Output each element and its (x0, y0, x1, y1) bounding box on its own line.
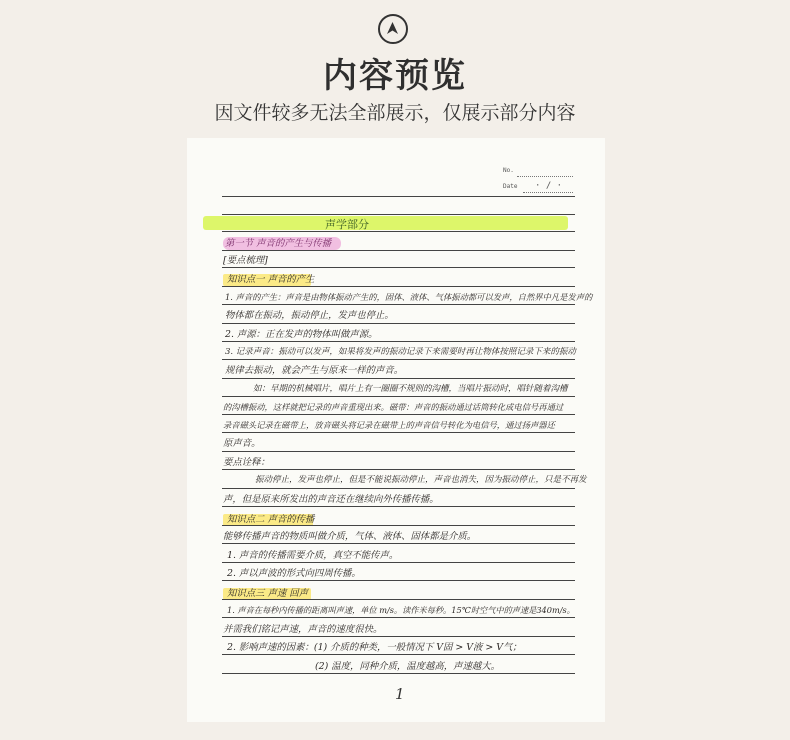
kp1-title: 知识点一 声音的产生 (227, 274, 315, 285)
text-line: 能够传播声音的物质叫做介质，气体、液体、固体都是介质。 (223, 531, 477, 542)
ruled-line (222, 196, 575, 197)
ruled-line (222, 469, 575, 470)
ruled-line (222, 543, 575, 544)
date-line (523, 192, 573, 193)
page-subtitle: 因文件较多无法全部展示，仅展示部分内容 (214, 102, 576, 124)
ruled-line (222, 636, 575, 637)
ruled-line (222, 451, 575, 452)
ruled-line (222, 673, 575, 674)
ruled-line (222, 286, 575, 287)
text-line: 原声音。 (223, 438, 261, 449)
ruled-line (222, 617, 575, 618)
text-line: 录音磁头记录在磁带上，放音磁头将记录在磁带上的声音信号转化为电信号，通过扬声器还 (223, 420, 555, 430)
ruled-line (222, 580, 575, 581)
ruled-line (222, 378, 575, 379)
kp2-title: 知识点二 声音的传播 (227, 514, 315, 525)
text-line: 2. 声以声波的形式向四周传播。 (227, 568, 361, 579)
text-line: 3. 记录声音：振动可以发声，如果将发声的振动记录下来需要时再让物体按照记录下来的振动 (225, 347, 576, 357)
text-line: (2) 温度，同种介质，温度越高，声速越大。 (315, 661, 501, 672)
text-line: 振动停止，发声也停止，但是不能说振动停止，声音也消失，因为振动停止，只是不再发 (255, 475, 587, 485)
kp3-title: 知识点三 声速 回声 (227, 588, 308, 599)
ruled-line (222, 488, 575, 489)
note-label: 要点诠释： (223, 457, 270, 468)
section-title: 声学部分 (325, 218, 369, 231)
no-label: No. (503, 167, 514, 174)
date-value: · / · (535, 181, 563, 191)
page-title: 内容预览 (323, 56, 467, 96)
ruled-line (222, 304, 575, 305)
page-number: 1 (395, 685, 405, 703)
text-line: 2. 声源：正在发声的物体叫做声源。 (225, 329, 378, 340)
date-label: Date (503, 183, 518, 190)
text-line: 1. 声音在每秒内传播的距离叫声速，单位 m/s。读作米每秒。15℃时空气中的声速是340m/s。 (227, 605, 575, 615)
text-line: 物体都在振动，振动停止，发声也停止。 (225, 310, 394, 321)
ruled-line (222, 323, 575, 324)
up-arrow-circle-icon (378, 14, 408, 44)
ruled-line (222, 267, 575, 268)
ruled-line (222, 414, 575, 415)
ruled-line (222, 396, 575, 397)
chapter-title: 第一节 声音的产生与传播 (225, 238, 332, 249)
ruled-line (222, 562, 575, 563)
summary-label: [要点梳理] (223, 255, 268, 266)
ruled-line (222, 341, 575, 342)
text-line: 并需我们铭记声速，声音的速度很快。 (223, 624, 383, 635)
ruled-line (222, 250, 575, 251)
section-title-highlight (203, 216, 568, 230)
text-line: 规律去振动，就会产生与原来一样的声音。 (225, 365, 404, 376)
notebook-page-preview (187, 138, 605, 722)
ruled-line (222, 654, 575, 655)
ruled-line (222, 506, 575, 507)
ruled-line (222, 359, 575, 360)
up-arrow-glyph (385, 21, 400, 36)
no-line (517, 176, 573, 177)
text-line: 1. 声音的传播需要介质，真空不能传声。 (227, 550, 399, 561)
ruled-line (222, 231, 575, 232)
text-line: 声，但是原来所发出的声音还在继续向外传播传播。 (223, 494, 439, 505)
text-line: 2. 影响声速的因素：(1) 介质的种类，一般情况下 V固 > V液 > V气； (227, 642, 522, 653)
ruled-line (222, 214, 575, 215)
text-line: 的沟槽振动，这样就把记录的声音重现出来。磁带：声音的振动通过话筒转化成电信号再通过 (223, 402, 564, 412)
text-line: 1. 声音的产生：声音是由物体振动产生的，固体、液体、气体振动都可以发声，自然界中凡是发声的 (225, 292, 593, 302)
ruled-line (222, 432, 575, 433)
text-line: 如：早期的机械唱片，唱片上有一圈圈不规则的沟槽，当唱片振动时，唱针随着沟槽 (253, 384, 568, 394)
